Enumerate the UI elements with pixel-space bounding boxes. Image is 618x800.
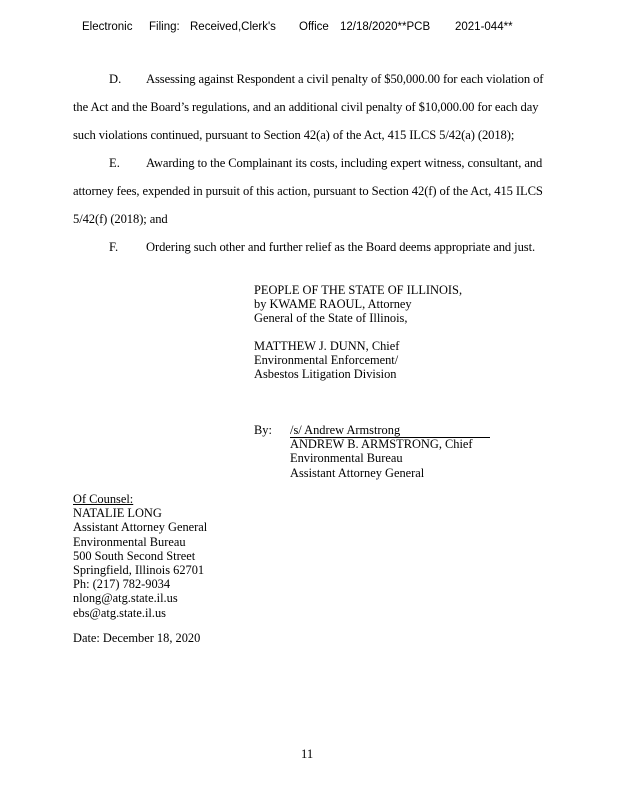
signature-block — [290, 423, 490, 480]
counsel-heading: Of Counsel: — [73, 492, 134, 506]
item-d-line2: the Act and the Board’s regulations, and an additional civil penalty of $10,000.00 for each day — [73, 100, 539, 114]
counsel-phone: Ph: (217) 782-9034 — [73, 577, 171, 592]
dunn-line2: Environmental Enforcement/ — [254, 353, 399, 368]
dunn-block — [254, 339, 399, 382]
item-d-line1: Assessing against Respondent a civil penalty of $50,000.00 for each violation of — [146, 72, 544, 86]
dunn-line3: Asbestos Litigation Division — [254, 367, 397, 382]
counsel-email-1[interactable]: nlong@atg.state.il.us — [73, 591, 178, 606]
people-block — [254, 283, 462, 326]
counsel-bureau: Environmental Bureau — [73, 534, 186, 549]
signer-line2: Environmental Bureau — [290, 451, 403, 466]
counsel-city: Springfield, Illinois 62701 — [73, 562, 205, 577]
signer-line3: Assistant Attorney General — [290, 465, 425, 480]
people-line3: General of the State of Illinois, — [254, 311, 408, 326]
by-label: By: — [254, 423, 272, 437]
header-date-pcb: 12/18/2020**PCB — [340, 21, 431, 33]
people-line1: PEOPLE OF THE STATE OF ILLINOIS, — [254, 283, 463, 297]
item-e-label: E. — [109, 156, 120, 170]
document-date: Date: December 18, 2020 — [73, 631, 201, 645]
counsel-block — [73, 492, 207, 620]
counsel-email-2[interactable]: ebs@atg.state.il.us — [73, 605, 166, 620]
item-e-line3: 5/42(f) (2018); and — [73, 212, 168, 226]
item-d-line3: such violations continued, pursuant to Section 42(a) of the Act, 415 ILCS 5/42(a) (2018); — [73, 128, 515, 142]
header-case-number: 2021-044** — [455, 21, 513, 33]
signer-line1: ANDREW B. ARMSTRONG, Chief — [290, 437, 473, 452]
header-electronic: Electronic — [82, 21, 133, 33]
signature-line: /s/ Andrew Armstrong — [290, 424, 490, 438]
header-office: Office — [299, 21, 329, 33]
item-f-line1: Ordering such other and further relief as the Board deems appropriate and just. — [146, 240, 536, 254]
item-e-line2: attorney fees, expended in pursuit of this action, pursuant to Section 42(f) of the Act, 415 ILCS — [73, 184, 543, 198]
counsel-name: NATALIE LONG — [73, 506, 162, 521]
header-filing: Filing: — [149, 21, 180, 33]
header-received-clerks: Received,Clerk's — [190, 21, 276, 33]
counsel-title: Assistant Attorney General — [73, 520, 208, 535]
filing-header — [0, 21, 618, 35]
people-line2: by KWAME RAOUL, Attorney — [254, 297, 412, 312]
item-e-line1: Awarding to the Complainant its costs, including expert witness, consultant, and — [146, 156, 543, 170]
page-number: 11 — [301, 747, 314, 761]
item-d-label: D. — [109, 72, 122, 86]
item-f-label: F. — [109, 240, 119, 254]
dunn-line1: MATTHEW J. DUNN, Chief — [254, 339, 400, 353]
counsel-street: 500 South Second Street — [73, 548, 196, 563]
